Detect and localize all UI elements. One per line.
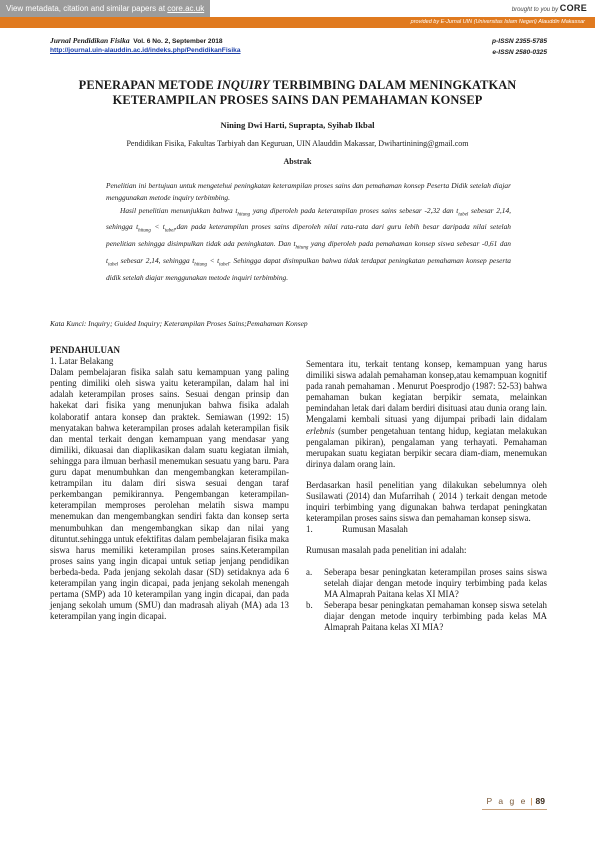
paper-authors: Nining Dwi Harti, Suprapta, Syihab Ikbal — [220, 120, 375, 130]
paper-affiliation: Pendidikan Fisika, Fakultas Tarbiyah dan Keguruan, UIN Alauddin Makassar, Dwihartinining@gmail.com — [126, 139, 469, 148]
rumusan-intro: Rumusan masalah pada penelitian ini adalah: — [306, 545, 467, 556]
journal-volume: Vol. 6 No. 2, September 2018 — [133, 38, 223, 45]
core-logo: CORE — [559, 3, 587, 13]
subsection-heading: 1. Latar Belakang — [50, 356, 114, 367]
provider-text: provided by E-Jurnal UIN (Universitas Islam Negeri) Alauddin Makassar — [410, 19, 585, 25]
journal-name: Jurnal Pendidikan Fisika — [50, 36, 130, 45]
core-provider-bar — [0, 17, 595, 28]
abstract-paragraph-1: Penelitian ini bertujuan untuk mengetehui peningkatan keterampilan proses sains dan pemahaman konsep Peserta Didik setelah diajar menggunakan metode inquiry terbimbing. — [106, 181, 511, 203]
core-domain-link[interactable]: core.ac.uk — [167, 4, 205, 13]
body-paragraph: Dalam pembelajaran fisika salah satu kemampuan yang paling penting dimiliki oleh siswa yaitu keterampilan, dalam hal ini adalah keterampilan proses sains. Sesuai dengan prinsip dan hakekat dari fisika yang menunjukan bahwa fisika adalah kolaboratif antara konsep dan praktek. Semiawan (1992: 15) menyatakan bahwa keterampilan proses adalah keterampilan fisik dan mental terkait dengan kemampuan yang mendasar yang dimiliki, dikuasai dan diaplikasikan dalam suatu kegiatan ilmiah, sehingga para ilmuan berhasil menemukan sesuatu yang baru. Para guru dapat menumbuhkan dan mengembangkan keterampilan-ketrampilan itu dalam diri siswa sesuai dengan taraf perkembangan pemikirannya. Pengembangan keterampilan-keterampilan memproses perolehan melatih siswa mampu menemukan dan mengembangkan sendiri fakta dan konsep serta menumbuhkan dan mengembangkan sikap dan nilai yang dituntut.sehingga untuk efektifitas dalam pembelajaran fisika maka siswa harus memiliki keterampilan proses sains.Keterampilan proses sains yang ingin dicapai untuk setiap jenjang pendidikan berbeda-beda. Pada jenjang sekolah dasar (SD) setidaknya ada 6 keterampilan yang ingin dicapai, pada jenjang sekolah menengah pertama (SMP) ada 10 keterampilan yang ingin dicapai, dan pada jenjang sekolah umum (SMU) dan madrasah aliyah (MA) ada 13 keterampilan yang ingin dicapai. — [50, 367, 289, 622]
body-paragraph: Berdasarkan hasil penelitian yang dilakukan sebelumnya oleh Susilawati (2014) dan Mufarrihah ( 2014 ) terkait dengan metode inquiri terbimbing yang digunakan bahwa terdapat peningkatan keterampilan proses sains siswa dan pemahaman konsep siswa. — [306, 479, 547, 524]
eissn: e-ISSN 2580-0325 — [492, 49, 547, 56]
abstract-body — [106, 180, 511, 284]
core-metadata-link[interactable]: View metadata, citation and similar papers at core.ac.uk — [0, 0, 210, 17]
paper-title: PENERAPAN METODE INQUIRY TERBIMBING DALAM MENINGKATKAN KETERAMPILAN PROSES SAINS DAN PEMAHAMAN KONSEP — [78, 78, 517, 107]
page-label: P a g e — [486, 796, 528, 806]
core-header-bar — [0, 0, 595, 17]
journal-url-link[interactable]: http://journal.uin-alauddin.ac.id/indeks.php/PendidikanFisika — [50, 47, 241, 54]
list-item: b. Seberapa besar peningkatan pemahaman konsep siswa setelah diajar dengan metode inquiry terbimbing pada kelas MA Almaprah Paitana kelas XI MIA? — [306, 599, 547, 632]
body-paragraph: Sementara itu, terkait tentang konsep, kemampuan yang harus dimiliki siswa adalah pemahaman konsep,atau kemampuan kognitif pada ranah pemahaman . Menurut Poesprodjo (1987: 52-53) bahwa pemahaman bukan kegiatan berpikir semata, melainkan pemindahan letak dari dalam berdiri disituasi atau dunia orang lain. Mengalami kembali situasi yang dijumpai pribadi lain didalam erlebnis (sumber pengetahuan tentang hidup, kegiatan melakukan pengalaman pikiran), pengalaman yang terhayati. Pemahaman merupakan suatu kegiatan berpikir secara diam-diam, menemukan dirinya dalam orang lain. — [306, 359, 547, 469]
issn-block — [492, 36, 547, 58]
body-left-column — [50, 345, 289, 622]
list-item: a. Seberapa besar peningkatan keterampilan proses sains siswa setelah diajar dengan metode inquiry terbimbing pada kelas MA Almaprah Paitana kelas XI MIA? — [306, 566, 547, 599]
core-brand[interactable]: brought to you by CORE — [511, 3, 587, 13]
abstract-heading: Abstrak — [283, 157, 312, 166]
pissn: p-ISSN 2355-5785 — [492, 38, 547, 45]
footer-rule — [482, 809, 547, 810]
journal-header — [50, 36, 223, 45]
keywords: Kata Kunci: Inquiry; Guided Inquiry; Keterampilan Proses Sains;Pemahaman Konsep — [50, 319, 308, 328]
abstract-paragraph-2: Hasil penelitian menunjukkan bahwa $t_{hitung}$ yang diperoleh pada keterampilan proses sains sebesar -2,32 dan $t_{tabel}$ sebesar 2,14, sehingga $t_{hitung} < t_{tabel},dan$ pada keterampilan proses sains diperoleh nilai rata-rata dari guru lebih besar daripada nilai setelah penelitian sehingga disimpulkan tidak ada peningkatan. Dan $t_{hitung}$ yang diperoleh pada pemahaman konsep siswa sebesar -0,61 dan $t_{tabel}$ sebesar 2,14, sehingga $t_{hitung} < t_{tabel}$. Sehingga dapat disimpulkan bahwa tidak terdapat peningkatan pemahaman konsep peserta didik setelah diajar menggunakan metode inquiri terbimbing. — [106, 205, 511, 282]
section-heading: PENDAHULUAN — [50, 345, 121, 355]
page-footer: P a g e | 89 — [486, 796, 545, 806]
rumusan-heading: 1. Rumusan Masalah — [306, 524, 408, 535]
body-right-column — [306, 359, 547, 633]
page-number: 89 — [535, 796, 545, 806]
